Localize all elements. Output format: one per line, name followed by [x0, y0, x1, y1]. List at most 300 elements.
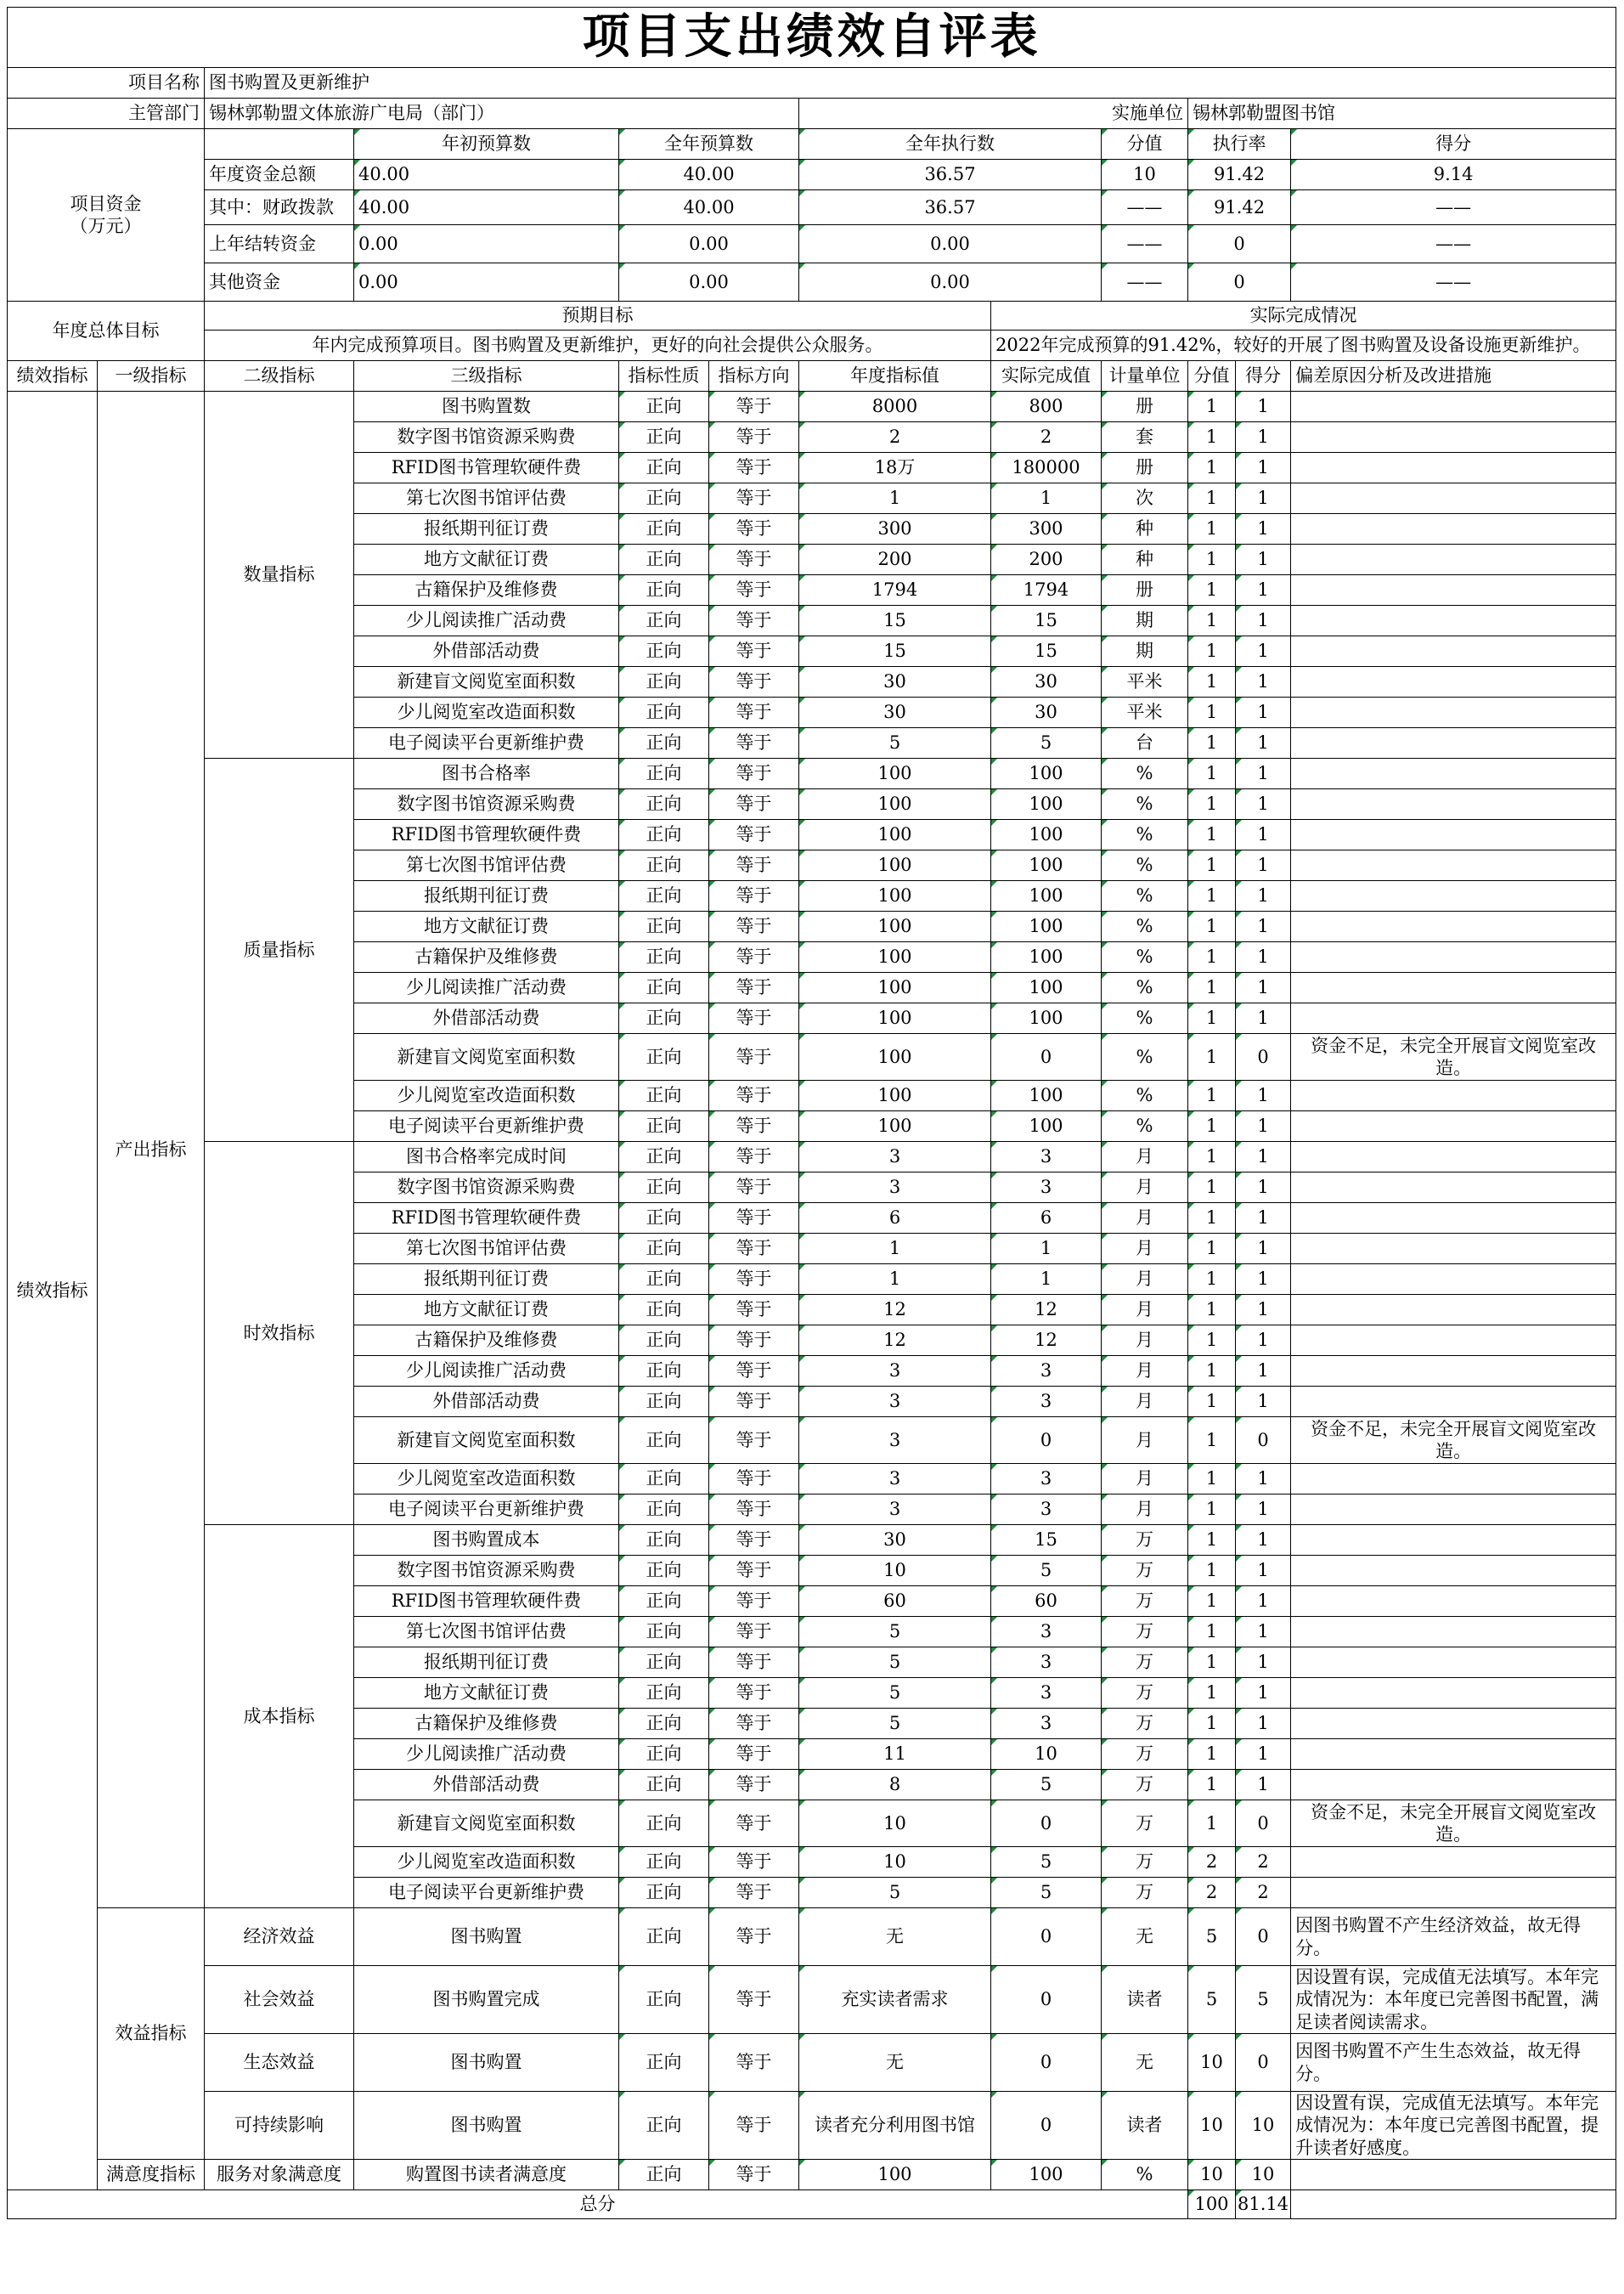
level3-indicator: 第七次图书馆评估费	[354, 1617, 619, 1647]
target-value: 6	[799, 1203, 991, 1234]
actual-value: 3	[991, 1142, 1102, 1172]
actual-value: 100	[991, 1081, 1102, 1111]
funds-executed: 0.00	[799, 263, 1102, 302]
indicator-direction: 等于	[709, 850, 799, 881]
deviation-note	[1291, 1525, 1616, 1556]
actual-value: 12	[991, 1295, 1102, 1325]
score: 1	[1236, 698, 1291, 728]
actual-value: 3	[991, 1709, 1102, 1739]
target-value: 5	[799, 1878, 991, 1908]
indicator-direction: 等于	[709, 545, 799, 575]
level1-benefit: 效益指标	[98, 1908, 205, 2160]
deviation-note	[1291, 1678, 1616, 1709]
indicator-direction: 等于	[709, 1081, 799, 1111]
actual-value: 0	[991, 1417, 1102, 1464]
funds-row-label: 上年结转资金	[205, 225, 354, 263]
unit: 月	[1102, 1356, 1188, 1387]
indicator-nature: 正向	[619, 1878, 709, 1908]
indicator-direction: 等于	[709, 1464, 799, 1494]
score: 0	[1236, 1800, 1291, 1847]
indicator-direction: 等于	[709, 1617, 799, 1647]
deviation-note	[1291, 2160, 1616, 2190]
deviation-note	[1291, 1494, 1616, 1525]
indicator-nature: 正向	[619, 912, 709, 942]
funds-rate: 91.42	[1188, 160, 1291, 190]
level1-satisfaction: 满意度指标	[98, 2160, 205, 2190]
deviation-note	[1291, 1081, 1616, 1111]
level3-indicator: 电子阅读平台更新维护费	[354, 1111, 619, 1142]
indicator-nature: 正向	[619, 636, 709, 667]
unit: 次	[1102, 483, 1188, 514]
funds-initial: 40.00	[354, 160, 619, 190]
header-score: 得分	[1236, 361, 1291, 392]
funds-header-rate: 执行率	[1188, 129, 1291, 160]
unit: 月	[1102, 1464, 1188, 1494]
indicator-nature: 正向	[619, 1556, 709, 1586]
actual-value: 5	[991, 1556, 1102, 1586]
level3-indicator: 少儿阅览室改造面积数	[354, 698, 619, 728]
deviation-note: 因图书购置不产生生态效益，故无得分。	[1291, 2034, 1616, 2092]
indicator-direction: 等于	[709, 1800, 799, 1847]
actual-value: 6	[991, 1203, 1102, 1234]
score-value: 1	[1188, 1525, 1236, 1556]
indicator-nature: 正向	[619, 1325, 709, 1356]
score: 1	[1236, 1203, 1291, 1234]
indicator-nature: 正向	[619, 1111, 709, 1142]
indicator-direction: 等于	[709, 912, 799, 942]
actual-value: 100	[991, 850, 1102, 881]
indicator-direction: 等于	[709, 483, 799, 514]
level3-indicator: 图书购置	[354, 1908, 619, 1966]
level3-indicator: 古籍保护及维修费	[354, 1325, 619, 1356]
score: 1	[1236, 1678, 1291, 1709]
indicator-direction: 等于	[709, 789, 799, 820]
funds-score-value: ——	[1102, 263, 1188, 302]
actual-value: 100	[991, 789, 1102, 820]
unit: %	[1102, 759, 1188, 789]
goal-expected-label: 预期目标	[205, 302, 991, 331]
score: 1	[1236, 1172, 1291, 1203]
level3-indicator: 图书购置数	[354, 392, 619, 422]
target-value: 无	[799, 1908, 991, 1966]
target-value: 5	[799, 1617, 991, 1647]
funds-score: 9.14	[1291, 160, 1616, 190]
target-value: 3	[799, 1387, 991, 1417]
score: 1	[1236, 453, 1291, 483]
unit: %	[1102, 881, 1188, 912]
indicator-nature: 正向	[619, 1172, 709, 1203]
actual-value: 15	[991, 606, 1102, 636]
target-value: 100	[799, 2160, 991, 2190]
deviation-note	[1291, 514, 1616, 545]
indicator-nature: 正向	[619, 973, 709, 1003]
indicator-direction: 等于	[709, 1295, 799, 1325]
deviation-note	[1291, 1203, 1616, 1234]
deviation-note	[1291, 1234, 1616, 1264]
actual-value: 3	[991, 1647, 1102, 1678]
target-value: 无	[799, 2034, 991, 2092]
deviation-note	[1291, 1878, 1616, 1908]
indicator-nature: 正向	[619, 1264, 709, 1295]
target-value: 15	[799, 606, 991, 636]
indicator-direction: 等于	[709, 514, 799, 545]
funds-rate: 91.42	[1188, 190, 1291, 225]
score-value: 1	[1188, 575, 1236, 606]
deviation-note	[1291, 1739, 1616, 1770]
funds-score: ——	[1291, 263, 1616, 302]
unit: %	[1102, 820, 1188, 850]
level3-indicator: 数字图书馆资源采购费	[354, 789, 619, 820]
indicator-direction: 等于	[709, 1678, 799, 1709]
deviation-note	[1291, 575, 1616, 606]
deviation-note: 因设置有误，完成值无法填写。本年完成情况为：本年度已完善图书配置，提升读者好感度。	[1291, 2092, 1616, 2160]
indicator-nature: 正向	[619, 850, 709, 881]
target-value: 5	[799, 1678, 991, 1709]
header-level3: 三级指标	[354, 361, 619, 392]
unit: 台	[1102, 728, 1188, 759]
indicator-nature: 正向	[619, 1081, 709, 1111]
score-value: 1	[1188, 759, 1236, 789]
indicator-nature: 正向	[619, 453, 709, 483]
deviation-note	[1291, 942, 1616, 973]
deviation-note	[1291, 1387, 1616, 1417]
level2-label: 数量指标	[205, 392, 354, 759]
indicator-direction: 等于	[709, 759, 799, 789]
level2-label: 可持续影响	[205, 2092, 354, 2160]
unit: %	[1102, 1111, 1188, 1142]
unit: 万	[1102, 1678, 1188, 1709]
deviation-note	[1291, 392, 1616, 422]
level2-label: 经济效益	[205, 1908, 354, 1966]
unit: %	[1102, 789, 1188, 820]
target-value: 5	[799, 1709, 991, 1739]
score-value: 1	[1188, 1234, 1236, 1264]
score-value: 1	[1188, 912, 1236, 942]
score-value: 1	[1188, 667, 1236, 698]
score: 2	[1236, 1878, 1291, 1908]
level3-indicator: 图书购置成本	[354, 1525, 619, 1556]
unit: 读者	[1102, 2092, 1188, 2160]
level3-indicator: 报纸期刊征订费	[354, 1647, 619, 1678]
benefit-row	[8, 1966, 1616, 2034]
score-value: 1	[1188, 1647, 1236, 1678]
indicator-direction: 等于	[709, 1525, 799, 1556]
score: 1	[1236, 1325, 1291, 1356]
indicator-nature: 正向	[619, 1647, 709, 1678]
unit: 万	[1102, 1586, 1188, 1617]
funds-executed: 0.00	[799, 225, 1102, 263]
actual-value: 0	[991, 1966, 1102, 2034]
indicator-direction: 等于	[709, 1966, 799, 2034]
indicator-nature: 正向	[619, 1494, 709, 1525]
total-score: 81.14	[1236, 2190, 1291, 2219]
indicator-nature: 正向	[619, 422, 709, 453]
header-perf: 绩效指标	[8, 361, 98, 392]
score: 1	[1236, 1234, 1291, 1264]
indicator-nature: 正向	[619, 2160, 709, 2190]
impl-value: 锡林郭勒盟图书馆	[1188, 99, 1616, 129]
level2-label: 生态效益	[205, 2034, 354, 2092]
score-value: 1	[1188, 881, 1236, 912]
indicator-direction: 等于	[709, 1770, 799, 1800]
actual-value: 1	[991, 483, 1102, 514]
score: 1	[1236, 636, 1291, 667]
score-value: 1	[1188, 1081, 1236, 1111]
unit: 月	[1102, 1494, 1188, 1525]
level3-indicator: 外借部活动费	[354, 1003, 619, 1034]
score: 0	[1236, 2034, 1291, 2092]
indicator-nature: 正向	[619, 1295, 709, 1325]
target-value: 10	[799, 1556, 991, 1586]
score: 1	[1236, 912, 1291, 942]
indicator-nature: 正向	[619, 1678, 709, 1709]
target-value: 100	[799, 1034, 991, 1081]
level3-indicator: 外借部活动费	[354, 1387, 619, 1417]
indicator-nature: 正向	[619, 2092, 709, 2160]
indicator-nature: 正向	[619, 1586, 709, 1617]
score-value: 1	[1188, 1111, 1236, 1142]
target-value: 3	[799, 1494, 991, 1525]
indicator-nature: 正向	[619, 483, 709, 514]
deviation-note	[1291, 1172, 1616, 1203]
funds-executed: 36.57	[799, 160, 1102, 190]
indicator-direction: 等于	[709, 1325, 799, 1356]
score-value: 1	[1188, 1325, 1236, 1356]
indicator-row	[8, 392, 1616, 422]
indicator-direction: 等于	[709, 422, 799, 453]
target-value: 10	[799, 1800, 991, 1847]
level3-indicator: 电子阅读平台更新维护费	[354, 1878, 619, 1908]
actual-value: 12	[991, 1325, 1102, 1356]
target-value: 8	[799, 1770, 991, 1800]
unit: 月	[1102, 1172, 1188, 1203]
score-value: 1	[1188, 1203, 1236, 1234]
indicator-direction: 等于	[709, 2034, 799, 2092]
score: 0	[1236, 1908, 1291, 1966]
indicator-nature: 正向	[619, 1966, 709, 2034]
indicator-direction: 等于	[709, 606, 799, 636]
score: 1	[1236, 820, 1291, 850]
deviation-note	[1291, 545, 1616, 575]
score-value: 1	[1188, 850, 1236, 881]
unit: 万	[1102, 1617, 1188, 1647]
deviation-note	[1291, 1295, 1616, 1325]
indicator-direction: 等于	[709, 728, 799, 759]
actual-value: 3	[991, 1464, 1102, 1494]
score-value: 1	[1188, 453, 1236, 483]
deviation-note	[1291, 820, 1616, 850]
target-value: 3	[799, 1142, 991, 1172]
score-value: 1	[1188, 728, 1236, 759]
score-value: 5	[1188, 1908, 1236, 1966]
indicator-nature: 正向	[619, 728, 709, 759]
unit: 月	[1102, 1142, 1188, 1172]
unit: 月	[1102, 1417, 1188, 1464]
indicator-direction: 等于	[709, 636, 799, 667]
indicator-direction: 等于	[709, 1556, 799, 1586]
unit: %	[1102, 850, 1188, 881]
score-value: 1	[1188, 1142, 1236, 1172]
header-direction: 指标方向	[709, 361, 799, 392]
deviation-note	[1291, 1617, 1616, 1647]
score-value: 1	[1188, 1034, 1236, 1081]
target-value: 3	[799, 1464, 991, 1494]
actual-value: 0	[991, 1800, 1102, 1847]
indicator-direction: 等于	[709, 1142, 799, 1172]
unit: 无	[1102, 2034, 1188, 2092]
score-value: 1	[1188, 973, 1236, 1003]
actual-value: 100	[991, 2160, 1102, 2190]
level3-indicator: 图书合格率	[354, 759, 619, 789]
level3-indicator: 少儿阅览室改造面积数	[354, 1847, 619, 1878]
deviation-note	[1291, 850, 1616, 881]
level3-indicator: 电子阅读平台更新维护费	[354, 1494, 619, 1525]
funds-header-score: 得分	[1291, 129, 1616, 160]
deviation-note	[1291, 667, 1616, 698]
funds-label-line1: 项目资金	[70, 193, 142, 214]
unit: 万	[1102, 1800, 1188, 1847]
indicator-direction: 等于	[709, 1709, 799, 1739]
funds-executed: 36.57	[799, 190, 1102, 225]
indicator-nature: 正向	[619, 1034, 709, 1081]
actual-value: 30	[991, 698, 1102, 728]
total-score-value: 100	[1188, 2190, 1236, 2219]
unit: 月	[1102, 1387, 1188, 1417]
score-value: 2	[1188, 1878, 1236, 1908]
deviation-note	[1291, 1464, 1616, 1494]
score-value: 2	[1188, 1847, 1236, 1878]
score-value: 1	[1188, 1770, 1236, 1800]
indicator-direction: 等于	[709, 881, 799, 912]
unit: 册	[1102, 575, 1188, 606]
unit: %	[1102, 2160, 1188, 2190]
header-deviation: 偏差原因分析及改进措施	[1291, 361, 1616, 392]
level3-indicator: 少儿阅读推广活动费	[354, 606, 619, 636]
unit: 万	[1102, 1709, 1188, 1739]
deviation-note: 资金不足，未完全开展盲文阅览室改造。	[1291, 1034, 1616, 1081]
actual-value: 200	[991, 545, 1102, 575]
indicator-direction: 等于	[709, 1847, 799, 1878]
score: 1	[1236, 606, 1291, 636]
target-value: 读者充分利用图书馆	[799, 2092, 991, 2160]
indicator-nature: 正向	[619, 881, 709, 912]
target-value: 3	[799, 1417, 991, 1464]
target-value: 30	[799, 698, 991, 728]
deviation-note	[1291, 483, 1616, 514]
level3-indicator: 新建盲文阅览室面积数	[354, 667, 619, 698]
indicator-direction: 等于	[709, 1586, 799, 1617]
level3-indicator: 第七次图书馆评估费	[354, 850, 619, 881]
indicator-nature: 正向	[619, 1908, 709, 1966]
deviation-note	[1291, 1111, 1616, 1142]
score: 1	[1236, 759, 1291, 789]
level3-indicator: 图书购置完成	[354, 1966, 619, 2034]
level3-indicator: 数字图书馆资源采购费	[354, 1172, 619, 1203]
indicator-direction: 等于	[709, 820, 799, 850]
funds-annual: 0.00	[619, 263, 799, 302]
target-value: 1	[799, 1264, 991, 1295]
indicator-direction: 等于	[709, 575, 799, 606]
level3-indicator: 第七次图书馆评估费	[354, 1234, 619, 1264]
target-value: 100	[799, 850, 991, 881]
score: 1	[1236, 1709, 1291, 1739]
indicator-nature: 正向	[619, 1356, 709, 1387]
unit: 月	[1102, 1325, 1188, 1356]
score-value: 1	[1188, 422, 1236, 453]
funds-header-blank	[205, 129, 354, 160]
deviation-note	[1291, 1709, 1616, 1739]
actual-value: 1794	[991, 575, 1102, 606]
funds-header-initial: 年初预算数	[354, 129, 619, 160]
indicator-row	[8, 1525, 1616, 1556]
score: 1	[1236, 1525, 1291, 1556]
level3-indicator: 少儿阅读推广活动费	[354, 1356, 619, 1387]
actual-value: 0	[991, 2092, 1102, 2160]
deviation-note	[1291, 728, 1616, 759]
indicator-nature: 正向	[619, 2034, 709, 2092]
actual-value: 100	[991, 759, 1102, 789]
score-value: 1	[1188, 789, 1236, 820]
actual-value: 3	[991, 1678, 1102, 1709]
benefit-row	[8, 1908, 1616, 1966]
score: 1	[1236, 850, 1291, 881]
deviation-note	[1291, 789, 1616, 820]
deviation-note: 资金不足，未完全开展盲文阅览室改造。	[1291, 1417, 1616, 1464]
target-value: 100	[799, 912, 991, 942]
indicator-nature: 正向	[619, 514, 709, 545]
indicator-direction: 等于	[709, 2092, 799, 2160]
funds-header-score-value: 分值	[1102, 129, 1188, 160]
unit: %	[1102, 1034, 1188, 1081]
level3-indicator: 少儿阅览室改造面积数	[354, 1081, 619, 1111]
funds-annual: 0.00	[619, 225, 799, 263]
score-value: 1	[1188, 1464, 1236, 1494]
indicator-nature: 正向	[619, 1003, 709, 1034]
indicator-nature: 正向	[619, 1142, 709, 1172]
level3-indicator: 购置图书读者满意度	[354, 2160, 619, 2190]
funds-score-value: ——	[1102, 190, 1188, 225]
funds-rate: 0	[1188, 225, 1291, 263]
funds-row-label: 其中：财政拨款	[205, 190, 354, 225]
deviation-note	[1291, 1003, 1616, 1034]
score-value: 1	[1188, 1003, 1236, 1034]
unit: 册	[1102, 453, 1188, 483]
target-value: 100	[799, 881, 991, 912]
indicator-nature: 正向	[619, 1770, 709, 1800]
actual-value: 100	[991, 912, 1102, 942]
indicator-direction: 等于	[709, 1356, 799, 1387]
score-value: 1	[1188, 636, 1236, 667]
funds-row-label: 年度资金总额	[205, 160, 354, 190]
score-value: 1	[1188, 698, 1236, 728]
level3-indicator: 新建盲文阅览室面积数	[354, 1417, 619, 1464]
score: 2	[1236, 1847, 1291, 1878]
page-title: 项目支出绩效自评表	[8, 8, 1616, 68]
score: 1	[1236, 1617, 1291, 1647]
target-value: 8000	[799, 392, 991, 422]
score: 5	[1236, 1966, 1291, 2034]
indicator-direction: 等于	[709, 1647, 799, 1678]
score-value: 1	[1188, 1417, 1236, 1464]
deviation-note	[1291, 1356, 1616, 1387]
actual-value: 5	[991, 728, 1102, 759]
indicator-nature: 正向	[619, 1739, 709, 1770]
indicator-nature: 正向	[619, 1417, 709, 1464]
unit: 套	[1102, 422, 1188, 453]
deviation-note	[1291, 1586, 1616, 1617]
score: 1	[1236, 1111, 1291, 1142]
actual-value: 30	[991, 667, 1102, 698]
